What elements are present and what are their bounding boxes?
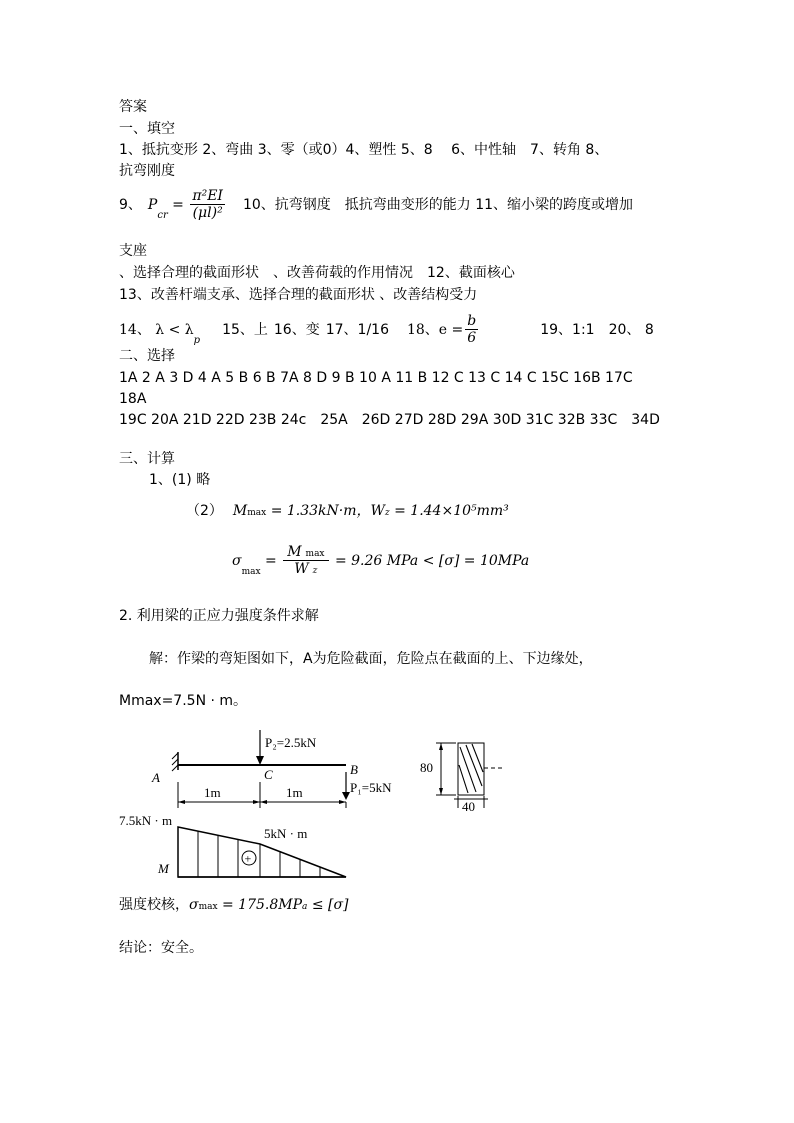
mmax-result: Mmax=7.5N · m。	[119, 693, 248, 709]
fill-17: 17、1/16	[325, 321, 389, 338]
calc-item-2: 2. 利用梁的正应力强度条件求解	[119, 608, 319, 624]
sigma-equals: =	[260, 552, 282, 569]
title: 答案	[119, 99, 147, 115]
wz-value: = 1.44×10⁵mm³	[389, 503, 509, 519]
mmax-subscript: max	[247, 508, 267, 518]
fill-line-6: 13、改善杆端支承、选择合理的截面形状 、改善结构受力	[119, 287, 478, 303]
span-1-label: 1m	[204, 785, 221, 800]
calc-item-1: 1、(1) 略	[149, 472, 211, 488]
fill-line-1: 1、抵抗变形 2、弯曲 3、零（或0）4、塑性 5、8 6、中性轴 7、转角 8、	[119, 142, 609, 158]
p1-label: P₁=5kN	[350, 780, 392, 795]
cross-section-hatch	[459, 744, 483, 793]
dim-arrow-1	[178, 800, 185, 804]
fill-16: 16、变	[273, 321, 320, 338]
p2-arrow-head	[256, 756, 264, 765]
moment-diagram	[178, 827, 346, 877]
moment-left-label: 7.5kN · m	[119, 813, 173, 828]
fill-line-4: 支座	[119, 243, 147, 259]
section1-heading: 一、填空	[119, 121, 175, 137]
point-a-label: A	[152, 770, 160, 785]
p2-label: P₂=2.5kN	[265, 735, 317, 750]
choice-line-3: 19C 20A 21D 22D 23B 24c 25A 26D 27D 28D 29A 30D 31C 32B 33C 34D	[119, 412, 660, 428]
lambda-condition: 14、 λ < λ	[119, 321, 194, 338]
moment-axis-label: M	[158, 861, 169, 876]
beam-figure	[110, 720, 530, 890]
moment-mid-label: 5kN · m	[264, 826, 308, 841]
dim-arrow-3	[260, 800, 267, 804]
fill-line-3-rest: 10、抗弯钢度 抵抗弯曲变形的能力 11、缩小梁的跨度或增加	[242, 196, 634, 213]
fill-18: 18、e =	[406, 321, 464, 338]
point-c-label: C	[264, 767, 273, 782]
fill-line-7	[119, 313, 654, 346]
wz-subscript: z	[384, 508, 390, 518]
sigma-formula	[232, 544, 529, 577]
mmax-symbol: M	[232, 503, 248, 519]
dim-arrow-4	[339, 800, 346, 804]
pcr-subscript: cr	[157, 210, 168, 222]
check-value: = 175.8MP	[217, 897, 303, 913]
euler-numerator: π²EI	[192, 188, 223, 204]
positive-sign: +	[244, 851, 252, 866]
lambda-p-subscript: p	[193, 335, 201, 347]
sigma-numerator: M	[287, 544, 302, 560]
section2-heading: 二、选择	[119, 348, 175, 364]
sigma-symbol: σ	[232, 552, 242, 569]
dim-arrow-2	[253, 800, 260, 804]
euler-fraction	[190, 188, 225, 221]
sigma-denominator: W	[294, 561, 309, 578]
fill-line-3	[119, 188, 633, 221]
sigma-numerator-sub: max	[305, 549, 325, 559]
check-sigma: σ	[189, 897, 199, 913]
calc-item-1-2	[186, 504, 509, 518]
sigma-denominator-sub: z	[312, 566, 318, 577]
check-tail: ≤ [σ]	[307, 897, 349, 913]
strength-check-prefix: 强度校核，	[119, 897, 189, 913]
strength-check	[119, 898, 349, 912]
width-label: 40	[462, 799, 475, 814]
fill-19-20: 19、1:1 20、 8	[540, 321, 654, 338]
sigma-subscript: max	[241, 567, 261, 578]
check-sigma-sub: max	[198, 902, 218, 912]
fill-line-5: 、选择合理的截面形状 、改善荷载的作用情况 12、截面核心	[119, 265, 515, 281]
span-2-label: 1m	[286, 785, 303, 800]
section3-heading: 三、计算	[119, 451, 175, 467]
conclusion: 结论：安全。	[119, 940, 203, 956]
h-arrow-top	[439, 743, 443, 750]
choice-line-1: 1A 2 A 3 D 4 A 5 B 6 B 7A 8 D 9 B 10 A 11 B 12 C 13 C 14 C 15C 16B 17C	[119, 370, 633, 386]
fill-15: 15、上	[222, 321, 268, 338]
height-label: 80	[420, 760, 433, 775]
p1-arrow-head	[342, 792, 350, 800]
equals: =	[167, 196, 189, 213]
euler-denominator: (μl)²	[192, 205, 223, 222]
calc-item-1-2-prefix: （2）	[186, 503, 223, 519]
h-arrow-bottom	[439, 788, 443, 795]
sigma-value: = 9.26 MPa < [σ] = 10MPa	[330, 552, 530, 569]
point-b-label: B	[350, 762, 358, 777]
sigma-fraction	[283, 544, 328, 577]
wz-symbol: W	[370, 503, 385, 519]
fill-line-3-prefix: 9、	[119, 196, 142, 213]
choice-line-2: 18A	[119, 391, 147, 407]
pcr-symbol: P	[147, 196, 158, 213]
mmax-value: = 1.33kN·m，	[266, 503, 371, 519]
b-over-6-fraction	[465, 313, 478, 346]
fill-line-2: 抗弯刚度	[119, 163, 175, 179]
fraction-denominator-6: 6	[467, 330, 477, 347]
fraction-numerator-b: b	[467, 313, 477, 329]
check-value-sub: a	[302, 902, 308, 912]
wall-hatch	[172, 753, 178, 771]
solution-text: 解：作梁的弯矩图如下，A为危险截面，危险点在截面的上、下边缘处，	[149, 651, 593, 667]
